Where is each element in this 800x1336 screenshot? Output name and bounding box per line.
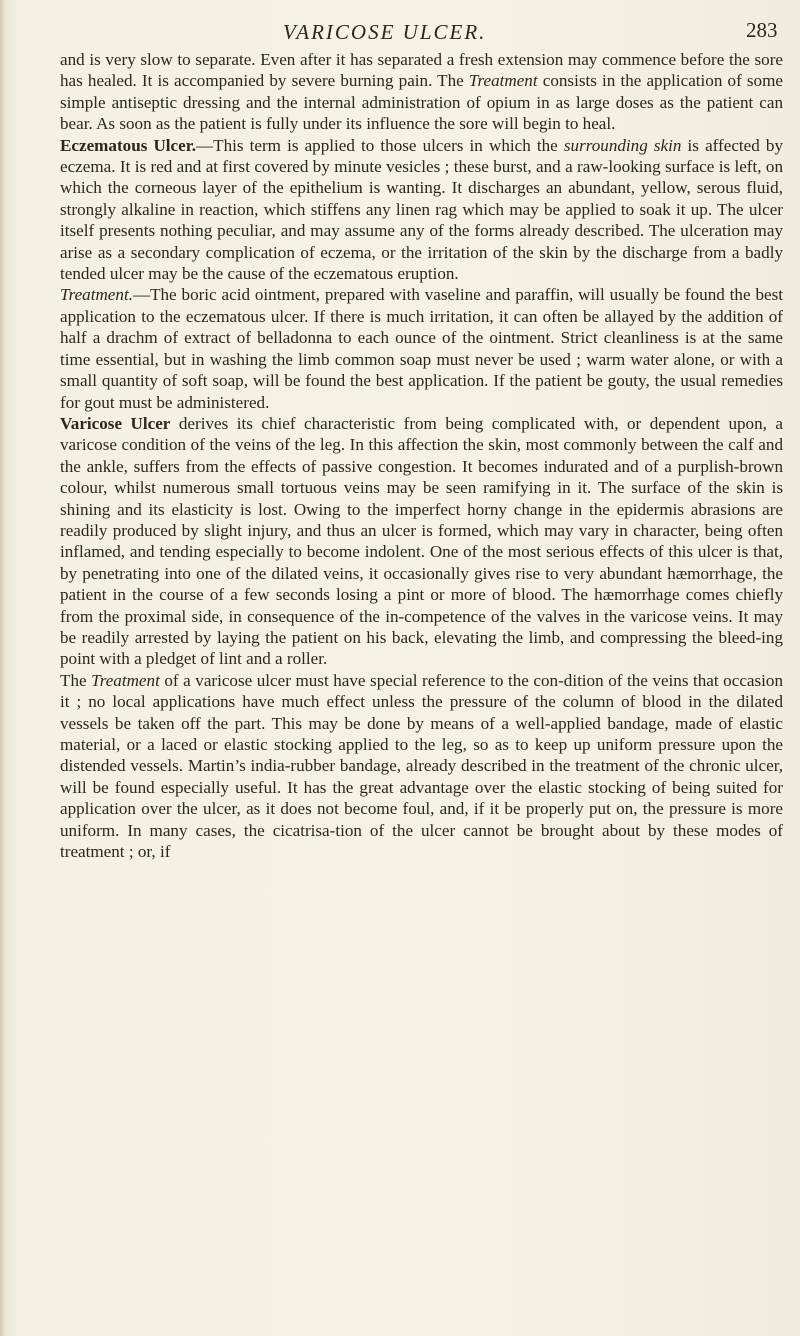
paragraph-eczematous-treatment — [60, 284, 783, 412]
text-run: derives its chief characteristic from being complicated with, or dependent upon, a varicose condition of the veins of the leg. In this affection the skin, most commonly between the calf and the ankle, suffers from the effects of passive congestion. It becomes indurated and of a purplish-brown colour, whilst numerous small tortuous veins may be seen ramifying in it. The surface of the skin is shining and its elasticity is lost. Owing to the imperfect horny change in the epidermis abrasions are readily produced by slight injury, and thus an ulcer is formed, which may vary in character, being often inflamed, and tending especially to become indolent. One of the most serious effects of this ulcer is that, by penetrating into one of the dilated veins, it occasionally gives rise to very abundant hæmorrhage, the patient in the course of a few seconds losing a pint or more of blood. The hæmorrhage comes chiefly from the proximal side, in consequence of the in-competence of the valves in the varicose veins. It may be readily arrested by laying the patient on his back, elevating the limb, and compressing the bleed-ing point with a pledget of lint and a roller. — [60, 413, 783, 669]
text-run: The — [60, 670, 92, 690]
paragraph-eczematous-ulcer — [60, 135, 783, 285]
text-run: —The boric acid ointment, prepared with vaseline and paraffin, will usually be found the best application to the eczematous ulcer. If there is much irritation, it can often be allayed by the addition of half a drachm of extract of belladonna to each ounce of the ointment. Strict cleanliness is at the same time essential, but in washing the limb common soap must never be used ; warm water alone, or with a small quantity of soft soap, will be found the best application. If the patient be gouty, the usual remedies for gout must be administered. — [60, 285, 783, 412]
text-run: consists in the application of some simple antiseptic dressing and the internal administration of opium in as large doses as the patient can bear. As soon as the patient is fully under its influence the sore will begin to heal. — [60, 71, 783, 134]
paragraph-varicose-treatment — [60, 670, 783, 863]
running-head — [0, 14, 800, 54]
paragraph — [60, 49, 783, 135]
section-heading-varicose-ulcer: Varicose Ulcer — [60, 413, 171, 433]
page-spine-edge — [0, 0, 6, 1336]
text-run: of a varicose ulcer must have special reference to the con-dition of the veins that occasion it ; no local applications have much effect unless the pressure of the column of blood in the dilated vessels be taken off the part. This may be done by means of a well-applied bandage, made of elastic material, or a laced or elastic stocking applied to the leg, so as to keep up uniform pressure upon the distended vessels. Martin’s india-rubber bandage, already described in the treatment of the chronic ulcer, will be found especially useful. It has the great advantage over the elastic stocking of being suited for application over the ulcer, as it does not become foul, and, if it be properly put on, the pressure is more uniform. In many cases, the cicatrisa-tion of the ulcer cannot be brought about by these modes of treatment ; or, if — [60, 670, 783, 862]
body-text — [60, 49, 783, 862]
page-number: 283 — [746, 18, 778, 42]
text-run: and is very slow to separate. Even after it has separated a fresh extension may commence before the sore has healed. It is accompanied by severe burning pain. The — [60, 50, 783, 91]
paragraph-varicose-ulcer — [60, 413, 783, 670]
text-run: is affected by eczema. It is red and at first covered by minute vesicles ; these burst, and a raw-looking surface is left, on which the corneous layer of the epithelium is wanting. It discharges an abundant, yellow, serous fluid, strongly alkaline in reaction, which stiffens any linen rag which may be applied to soak it up. The ulcer itself presents nothing peculiar, and may assume any of the forms already described. The ulceration may arise as a secondary complication of eczema, or the irritation of the skin by the discharge from a badly tended ulcer may be the cause of the eczematous eruption. — [60, 135, 784, 284]
subheading-treatment: Treatment. — [60, 285, 133, 305]
section-heading-eczematous-ulcer: Eczematous Ulcer. — [60, 135, 197, 155]
text-run: —This term is applied to those ulcers in which the — [196, 135, 564, 155]
italic-run: Treatment — [91, 670, 160, 690]
italic-run: surrounding skin — [563, 135, 682, 155]
running-title: VARICOSE ULCER. — [283, 20, 487, 44]
italic-run: Treatment — [468, 71, 538, 91]
